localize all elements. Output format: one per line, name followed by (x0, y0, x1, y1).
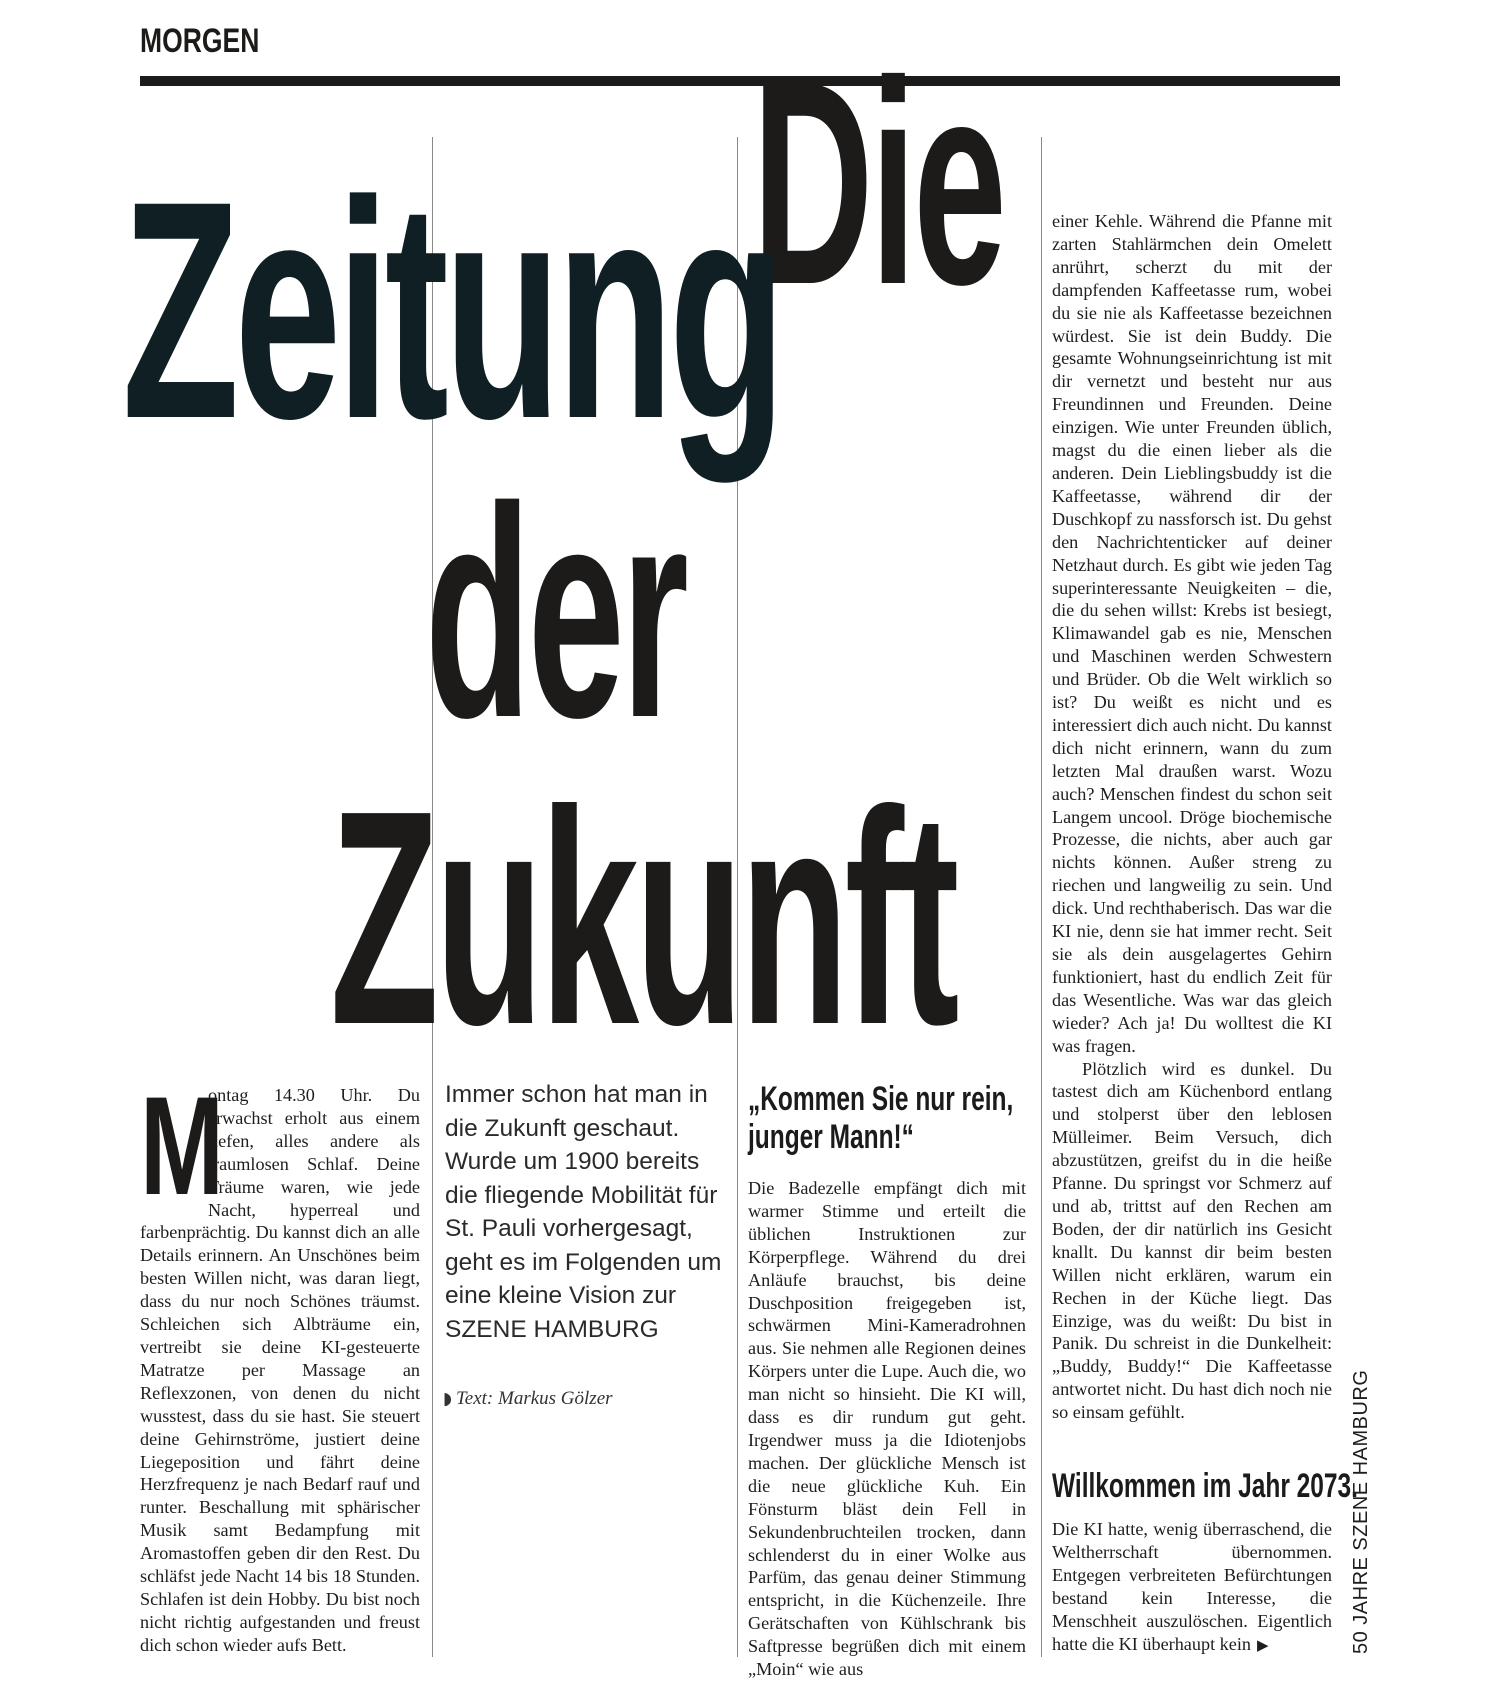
article-column-4-continued (1052, 1518, 1332, 1656)
drop-cap: M (140, 1067, 224, 1224)
sidebar-label: 50 JAHRE SZENE HAMBURG (1350, 1369, 1372, 1654)
body-paragraph: einer Kehle. Während die Pfanne mit zarten Stahlärmchen dein Omelett anrührt, scherzt du mit der dampfenden Kaffeetasse rum, wobei du sie nie als Kaffeetasse bezeichnen würdest. Sie ist dein Buddy. Die gesamte Wohnungseinrichtung ist mit dir vernetzt und besteht nur aus Freundinnen und Freunden. Deine einzigen. Wie unter Freunden üblich, magst du die einen lieber als die anderen. Dein Lieblingsbuddy ist die Kaffeetasse, während dir der Duschkopf zu nassforsch ist. Du gehst den Nachrichtenticker auf deiner Netzhaut durch. Es gibt wie jeden Tag superinteressante Neuigkeiten – die, die du sehen willst: Krebs ist besiegt, Klimawandel gab es nie, Menschen und Maschinen werden Schwestern und Brüder. Ob die Welt wirklich so ist? Du weißt es nicht und es interessiert dich auch nicht. Du kannst dich nicht erinnern, wann du zum letzten Mal draußen warst. Wozu auch? Menschen findest du schon seit Langem uncool. Dröge biochemische Prozesse, die nichts, aber auch gar nichts können. Außer streng zu riechen und langweilig zu sein. Und dick. Und rechthaberisch. Das war die KI nie, denn sie hat immer recht. Seit sie als dein ausgelagertes Gehirn funktioniert, hast du endlich Zeit für das Wesentliche. Was war das gleich wieder? Ach ja! Du wolltest die KI was fragen. (1052, 211, 1332, 1056)
quote-subhead-line-1: „Kommen Sie nur rein, (748, 1080, 1014, 1118)
headline-word-zukunft: Zukunft (330, 747, 956, 1088)
credit-marker-icon: ◗ (443, 1389, 452, 1409)
article-column-1 (140, 1067, 420, 1657)
body-paragraph: Die Badezelle empfängt dich mit warmer Stimme und erteilt die üblichen Instruktionen zur Körperpflege. Während du drei Anläufe brauchst, bis deine Duschposition freigegeben ist, schwärmen Mini-Kameradrohnen aus. Sie nehmen alle Regionen deines Körpers unter die Lupe. Auch die, wo man nicht so hinsieht. Die KI will, dass es dir rundum gut geht. Irgendwer muss ja die Idiotenjobs machen. Der glückliche Mensch ist die neue glückliche Kuh. Ein Fönsturm bläst dein Fell in Sekundenbruchteilen trocken, dann schlenderst du in einer Wolke aus Parfüm, das genau deiner Stimmung entspricht, in die Küchenzeile. Ihre Gerätschaften von Kühlschrank bis Saftpresse begrüßen dich mit einem „Moin“ wie aus (748, 1178, 1026, 1680)
body-paragraph (1052, 1518, 1332, 1656)
article-column-4 (1052, 210, 1332, 1424)
section-label: MORGEN (140, 22, 260, 60)
author-credit (443, 1388, 613, 1410)
body-paragraph: ontag 14.30 Uhr. Du erwachst erholt aus einem tiefen, alles andere als traumlosen Schlaf. Deine Träume waren, wie jede Nacht, hyperreal und farbenprächtig. Du kannst dich an alle Details erinnern. An Unschönes beim besten Willen nicht, was daran liegt, dass du nur noch Schönes träumst. Schleichen sich Albträume ein, vertreibt sie deine KI-gesteuerte Matratze per Massage an Reflexzonen, von denen du nicht wusstest, dass du sie hast. Sie steuert deine Gehirnströme, justiert deine Liegeposition und fährt deine Herzfrequenz je nach Bedarf rauf und runter. Beschallung mit sphärischer Musik samt Bedampfung mit Aromastoffen geben dir den Rest. Du schläfst jede Nacht 14 bis 18 Stunden. Schlafen ist dein Hobby. Du bist noch nicht richtig aufgestanden und freust dich schon wieder aufs Bett. (140, 1085, 420, 1655)
body-paragraph: Plötzlich wird es dunkel. Du tastest dich am Küchenbord entlang und stolperst über den leblosen Mülleimer. Beim Versuch, dich abzustützen, greifst du in die heiße Pfanne. Du springst vor Schmerz auf und ab, trittst auf den Rechen am Boden, der dir natürlich ins Gesicht knallt. Du kannst dir beim besten Willen nicht erklären, warum ein Rechen in der Küche liegt. Das Einzige, was du weißt: Du bist in Panik. Du schreist in die Dunkelheit: „Buddy, Buddy!“ Die Kaffeetasse antwortet nicht. Du hast dich noch nie so einsam gefühlt. (1052, 1058, 1332, 1423)
headline-word-der: der (425, 444, 686, 780)
intro-text: Immer schon hat man in die Zukunft geschaut. Wurde um 1900 bereits die fliegende Mobilität für St. Pauli vorhergesagt, geht es im Folgenden um eine kleine Vision zur SZENE HAMBURG (445, 1081, 722, 1343)
top-rule (140, 76, 1340, 86)
quote-subhead (748, 1080, 1013, 1156)
willkommen-subhead: Willkommen im Jahr 2073. (1052, 1467, 1358, 1505)
quote-subhead-line-2: junger Mann!“ (748, 1118, 914, 1156)
column-divider (1041, 137, 1042, 1657)
article-column-3 (748, 1177, 1026, 1681)
author-name: Text: Markus Gölzer (455, 1388, 613, 1409)
continue-arrow-icon: ▶ (1256, 1635, 1269, 1654)
body-text: Die KI hatte, wenig überraschend, die Weltherrschaft übernommen. Entgegen verbreiteten Befürchtungen bestand kein Interesse, die Menschheit auszulöschen. Eigentlich hatte die KI überhaupt kein (1052, 1519, 1332, 1654)
headline-word-zeitung: Zeitung (122, 136, 782, 483)
headline-word-die: Die (752, 21, 1004, 345)
